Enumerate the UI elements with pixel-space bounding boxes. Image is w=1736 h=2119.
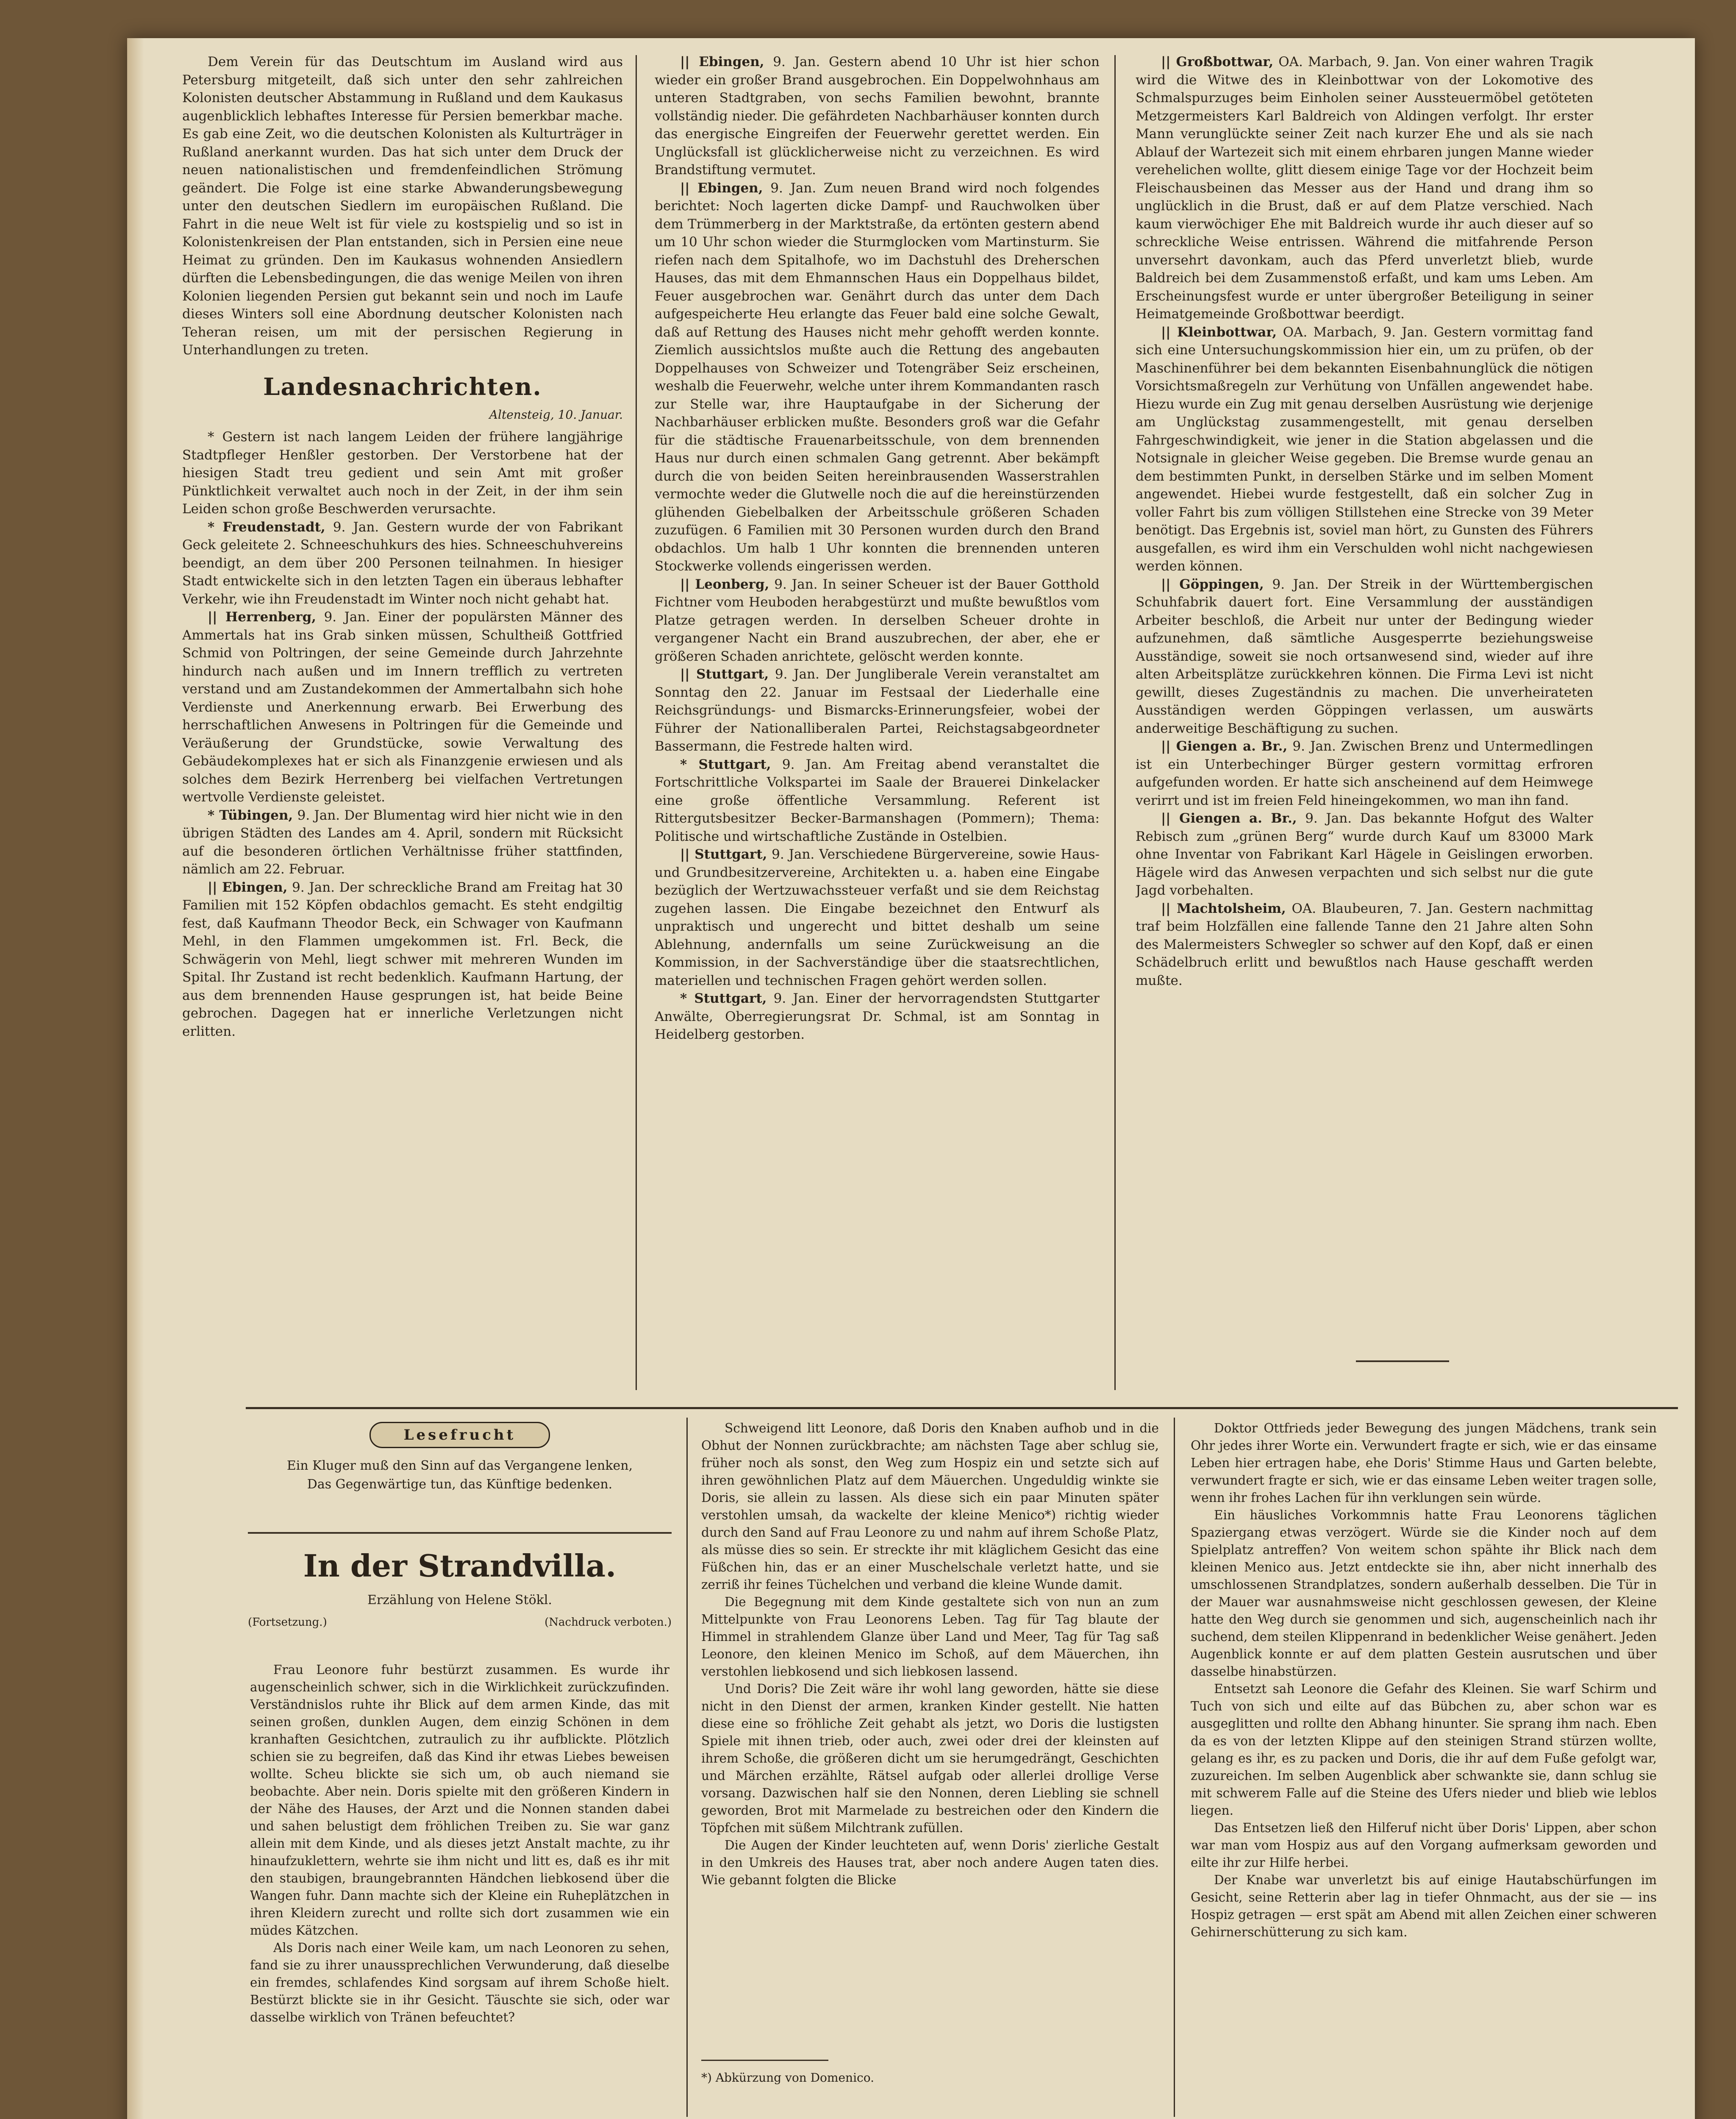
news-item: || Kleinbottwar, OA. Marbach, 9. Jan. Gestern vormittag fand sich eine Untersuchungskommission hier ein, um zu prüfen, ob der Maschinenführer bei dem bekannten Eisenbahnunglück die nötigen Vorsichtsmaßregeln zur Verhütung von Unfällen angewendet habe. Hiezu wurde ein Zug mit genau derselben Ausrüstung wie derjenige am Unglückstag zusammengestellt, mit genau derselben Fahrgeschwindigkeit, wie jener in die Station abgelassen und die Notsignale in gleicher Weise gegeben. Die Bremse wurde genau an dem bestimmten Punkt, in derselben Stärke und im selben Moment angewendet. Hiebei wurde festgestellt, daß ein solcher Zug in voller Fahrt bis zum völligen Stillstehen eine Strecke von 39 Meter benötigt. Das Ergebnis ist, soviel man hört, zu Gunsten des Führers ausgefallen, es wird ihm ein Verschulden wohl nicht nachgewiesen werden können. <box>1136 324 1593 574</box>
story-column-3 <box>1191 1420 1657 2119</box>
story-header <box>248 1547 672 1629</box>
story-paragraph: Schweigend litt Leonore, daß Doris den Knaben aufhob und in die Obhut der Nonnen zurückbrachte; am nächsten Tage aber schlug sie, früher noch als sonst, den Weg zum Hospiz ein und setzte sich auf ihren gewöhnlichen Platz auf dem Mäuerchen. Ungeduldig winkte sie Doris, sie allein zu lassen. Als diese sich ein paar Minuten später verstohlen umsah, da wackelte der kleine Menico*) richtig wieder durch den Sand auf Frau Leonore zu und nahm auf ihrem Schoße Platz, als müsse dies so sein. Er streckte ihr mit kläglichem Gesicht das eine Füßchen hin, das er an einer Muschelschale verletzt hatte, und sie zerriß ihr feines Tüchelchen und verband die kleine Wunde damit. <box>701 1421 1159 1592</box>
feuilleton-divider <box>246 1407 1678 1409</box>
story-column-1 <box>250 1661 669 2119</box>
item-dateline: || Ebingen, <box>680 54 764 70</box>
story-paragraph: Die Augen der Kinder leuchteten auf, wenn Doris' zierliche Gestalt in den Umkreis des Hauses trat, aber noch andere Augen taten dies. Wie gebannt folgten die Blicke <box>701 1838 1159 1887</box>
item-dateline: || Stuttgart, <box>680 847 767 862</box>
news-item: * Stuttgart, 9. Jan. Am Freitag abend veranstaltet die Fortschrittliche Volkspartei im Saale der Brauerei Dinkelacker eine große öffentliche Versammlung. Referent ist Rittergutsbesitzer Becker-Barmanshagen (Pommern); Thema: Politische und wirtschaftliche Zustände in Ostelbien. <box>655 756 1100 844</box>
story-paragraph: Das Entsetzen ließ den Hilferuf nicht über Doris' Lippen, aber schon war man vom Hospiz aus auf den Vorgang aufmerksam geworden und eilte ihr zur Hilfe herbei. <box>1191 1821 1657 1870</box>
story-paragraph: Und Doris? Die Zeit wäre ihr wohl lang geworden, hätte sie diese nicht in den Dienst der armen, kranken Kinder gestellt. Nie hatten diese eine so fröhliche Zeit gehabt als jetzt, wo Doris die lustigsten Spiele mit ihnen trieb, oder auch, zwei oder drei der kleinsten auf ihrem Schoße, die größeren dicht um sie herumgedrängt, Geschichten und Märchen erzählte, Rätsel aufgab oder allerlei drollige Verse vorsang. Dazwischen half sie den Nonnen, deren Liebling sie schnell geworden, Brot mit Marmelade zu bestreichen oder den Kindern die Töpfchen mit süßem Milchtrank zufüllen. <box>701 1682 1159 1835</box>
section-title: Landesnachrichten. <box>263 373 542 401</box>
story-paragraph: Als Doris nach einer Weile kam, um nach Leonoren zu sehen, fand sie zu ihrer unaussprechlichen Verwunderung, daß dieselbe ein fremdes, schlafendes Kind sorgsam auf ihrem Schoße hielt. Bestürzt blickte sie in ihr Gesicht. Täuschte sie sich, oder war dasselbe wirklich von Tränen befeuchtet? <box>250 1941 669 2024</box>
story-paragraph: Ein häusliches Vorkommnis hatte Frau Leonorens täglichen Spaziergang etwas verzögert. Würde sie die Kinder noch auf dem Spielplatz antreffen? Von weitem schon spähte ihr Blick nach dem kleinen Menico aus. Jetzt entdeckte sie ihn, aber nicht innerhalb des umschlossenen Strandplatzes, sondern außerhalb desselben. Die Tür in der Mauer war ausnahmsweise nicht geschlossen gewesen, der Kleine hatte den Weg durch sie genommen und sich, augenscheinlich nach ihr suchend, dem steilen Klippenrand in bedenklicher Weise genähert. Jeden Augenblick konnte er auf dem platten Gestein ausrutschen und über dasselbe hinabstürzen. <box>1191 1508 1657 1679</box>
story-column-2 <box>701 1420 1159 2051</box>
column-divider <box>1114 55 1116 1390</box>
news-item: * Stuttgart, 9. Jan. Einer der hervorragendsten Stuttgarter Anwälte, Oberregierungsrat Dr. Schmal, ist am Sonntag in Heidelberg gestorben. <box>655 991 1100 1042</box>
item-dateline: * Tübingen, <box>208 807 293 823</box>
lesefrucht-banner: Lesefrucht <box>369 1422 550 1448</box>
item-dateline: || Giengen a. Br., <box>1161 811 1297 826</box>
story-paragraph: Entsetzt sah Leonore die Gefahr des Kleinen. Sie warf Schirm und Tuch von sich und eilte auf das Bübchen zu, aber schon war es ausgeglitten und rollte den Abhang hinunter. Sie sprang ihm nach. Eben da es von der letzten Klippe auf den steinigen Strand stürzen wollte, gelang es ihr, es zu packen und Doris, die ihr auf dem Fuße gefolgt war, zuzureichen. Im selben Augenblick aber schwankte sie, dann schlug sie mit schwerem Falle auf die Steine des Ufers nieder und blieb wie leblos liegen. <box>1191 1682 1657 1818</box>
footnote-text: *) Abkürzung von Domenico. <box>701 2071 874 2085</box>
story-paragraph: Die Begegnung mit dem Kinde gestaltete sich von nun an zum Mittelpunkte von Frau Leonorens Leben. Tag für Tag blaute der Himmel in strahlendem Glanze über Land und Meer, Tag für Tag saß Leonore, den kleinen Menico im Schoß, auf dem Mäuerchen, ihn verstohlen liebkosend und sich liebkosen lassend. <box>701 1595 1159 1679</box>
news-item: || Stuttgart, 9. Jan. Verschiedene Bürgervereine, sowie Haus- und Grundbesitzervereine, Architekten u. a. haben eine Eingabe bezüglich der Wertzuwachssteuer verfaßt und sie dem Reichstag zugehen lassen. Die Eingabe bezeichnet den Entwurf als unpraktisch und ungerecht und bittet deshalb um seine Ablehnung, andernfalls um seine Zurückweisung an die Kommission, in der Sachverständige über die staatsrechtlichen, materiellen und technischen Fragen gehört werden sollen. <box>655 847 1100 988</box>
verse-line: Das Gegenwärtige tun, das Künftige bedenken. <box>307 1477 613 1492</box>
lesefrucht-verse <box>248 1457 672 1494</box>
verse-line: Ein Kluger muß den Sinn auf das Vergangene lenken, <box>286 1458 633 1473</box>
story-byline: Erzählung von Helene Stökl. <box>367 1593 552 1607</box>
item-dateline: || Machtolsheim, <box>1161 901 1286 916</box>
news-item: || Leonberg, 9. Jan. In seiner Scheuer ist der Bauer Gotthold Fichtner vom Heuboden herabgestürzt und mußte bewußtlos vom Platze getragen werden. In derselben Scheuer drohte in vergangener Nacht ein Brand auszubrechen, der aber, ehe er größeren Schaden anrichtete, gelöscht werden konnte. <box>655 576 1100 664</box>
item-dateline: || Großbottwar, <box>1161 54 1274 70</box>
story-paragraph: Doktor Ottfrieds jeder Bewegung des jungen Mädchens, trank sein Ohr jedes ihrer Worte ein. Verwundert fragte er sich, wie er das einsame Leben hier ertragen habe, ehe Doris' Stimme Haus und Garten belebte, verwundert fragte er sich, wie er das einsame Leben weiter tragen solle, wenn ihr frohes Lachen für ihn verklungen sein würde. <box>1191 1421 1657 1505</box>
news-column-1 <box>182 53 623 1388</box>
news-column-3 <box>1136 53 1593 1388</box>
news-item: || Großbottwar, OA. Marbach, 9. Jan. Von einer wahren Tragik wird die Witwe des in Kleinbottwar von der Lokomotive des Schmalspurzuges beim Einholen seiner Aussteuermöbel getöteten Metzgermeisters Karl Baldreich von Aldingen verfolgt. Ihr erster Mann verunglückte seiner Zeit nach kurzer Ehe und als sie nach Ablauf der Wartezeit sich mit einem ehrbaren jungen Manne wieder verehelichen wollte, glitt diesem einige Tage vor der Hochzeit beim Fleischausbeinen das Messer aus der Hand und drang ihm so unglücklich in die Brust, daß er auf dem Platze verschied. Nach kaum vierwöchiger Ehe mit Baldreich wurde ihr auch dieser auf so schreckliche Weise entrissen. Während die mitfahrende Person unversehrt davonkam, auch das Pferd unverletzt blieb, wurde Baldreich bei dem Zusammenstoß erfaßt, und kam ums Leben. Am Erscheinungsfest wurde er unter übergroßer Beteiligung in seiner Heimatgemeinde Großbottwar beerdigt. <box>1136 54 1593 322</box>
footnote <box>701 2060 1159 2086</box>
footnote-rule <box>701 2060 828 2061</box>
news-item: || Ebingen, 9. Jan. Zum neuen Brand wird noch folgendes berichtet: Noch lagerten dicke Dampf- und Rauchwolken über dem Trümmerberg in der Marktstraße, da ertönten gestern abend um 10 Uhr schon wieder die Sturmglocken vom Martinsturm. Sie riefen nach dem Spitalhofe, wo im Dachstuhl des Dreherschen Hauses, das mit dem Ehmannschen Haus ein Doppelhaus bildet, Feuer ausgebrochen war. Genährt durch das unter dem Dach aufgespeicherte Heu erlangte das Feuer bald eine solche Gewalt, daß auf Rettung des Hauses nicht mehr gehofft werden konnte. Ziemlich aussichtslos mußte auch die Rettung des angebauten Doppelhauses von Schweizer und Totengräber Seiz erscheinen, weshalb die Feuerwehr, welche unter ihrem Kommandanten rasch zur Stelle war, ihre Hauptaufgabe in der Sicherung der Nachbarhäuser erblicken mußte. Besonders groß war die Gefahr für die städtische Frauenarbeitsschule, von dem brennenden Haus nur durch einen schmalen Gang getrennt. Aber bekämpft durch die von beiden Seiten hereinbrausenden Wasserstrahlen vermochte weder die Glutwelle noch die auf die hereinstürzenden glühenden Giebelbalken der Arbeitsschule größeren Schaden zuzufügen. 6 Familien mit 30 Personen wurden durch den Brand obdachlos. Um halb 1 Uhr konnten die brennenden unteren Stockwerke vollends eingerissen werden. <box>655 180 1100 574</box>
news-item: || Göppingen, 9. Jan. Der Streik in der Württembergischen Schuhfabrik dauert fort. Eine Versammlung der ausständigen Arbeiter beschloß, die Arbeit nur unter der Bedingung wieder aufzunehmen, daß sämtliche Ausgesperrte beziehungsweise Ausständige, soweit sie noch ortsanwesend sind, wieder auf ihre alten Arbeitsplätze zurückkehren können. Die Firma Levi ist nicht gewillt, dieses Zugeständnis zu machen. Die unverheirateten Ausständigen werden Göppingen verlassen, um auswärts anderweitige Beschäftigung zu suchen. <box>1136 576 1593 736</box>
newspaper-page <box>127 38 1695 2119</box>
item-dateline: || Ebingen, <box>680 180 763 196</box>
item-dateline: * Stuttgart, <box>680 756 771 772</box>
story-title: In der Strandvilla. <box>303 1548 617 1584</box>
item-dateline: || Kleinbottwar, <box>1161 324 1277 340</box>
news-item: || Giengen a. Br., 9. Jan. Das bekannte Hofgut des Walter Rebisch zum „grünen Berg“ wurde durch Kauf um 83000 Mark ohne Inventar von Fabrikant Karl Hägele in Geislingen erworben. Hägele wird das Anwesen verpachten und sich selbst nur die gute Jagd vorbehalten. <box>1136 811 1593 898</box>
news-item: || Giengen a. Br., 9. Jan. Zwischen Brenz und Untermedlingen ist ein Unterbechinger Bürger gestern vormittag erfroren aufgefunden worden. Er hatte sich anscheinend auf dem Heimwege verirrt und ist im freien Feld hineingekommen, wo man ihn fand. <box>1136 739 1593 808</box>
end-rule <box>1356 1360 1449 1362</box>
column-divider <box>636 55 637 1390</box>
column-divider <box>686 1418 688 2117</box>
page-binding <box>127 38 144 2119</box>
news-column-2 <box>655 53 1100 1388</box>
news-item: || Ebingen, 9. Jan. Gestern abend 10 Uhr ist hier schon wieder ein großer Brand ausgebrochen. Ein Doppelwohnhaus am unteren Stadtgraben, von sechs Familien bewohnt, brannte vollständig nieder. Die gefährdeten Nachbarhäuser konnten durch das energische Eingreifen der Feuerwehr gerettet werden. Ein Unglücksfall ist glücklicherweise nicht zu verzeichnen. Es wird Brandstiftung vermutet. <box>655 54 1100 178</box>
item-dateline: * Freudenstadt, <box>208 519 325 535</box>
section-rule <box>248 1532 672 1534</box>
news-item: || Machtolsheim, OA. Blaubeuren, 7. Jan. Gestern nachmittag traf beim Holzfällen eine fallende Tanne den 21 Jahre alten Sohn des Malermeisters Schwegler so schwer auf den Kopf, daß er einen Schädelbruch erlitt und bewußtlos nach Hause geschafft werden mußte. <box>1136 901 1593 988</box>
item-dateline: || Herrenberg, <box>208 609 317 625</box>
story-paragraph: Der Knabe war unverletzt bis auf einige Hautabschürfungen im Gesicht, seine Retterin aber lag in tiefer Ohnmacht, aus der sie — ins Hospiz getragen — erst spät am Abend mit allen Zeichen einer schweren Gehirnerschütterung zu sich kam. <box>1191 1873 1657 1939</box>
item-dateline: || Göppingen, <box>1161 576 1264 592</box>
item-dateline: || Leonberg, <box>680 576 769 592</box>
news-item: || Herrenberg, 9. Jan. Einer der populärsten Männer des Ammertals hat ins Grab sinken müssen, Schultheiß Gottfried Schmid von Poltringen, der seine Gemeinde durch Jahrzehnte hindurch nach außen und im Innern trefflich zu vertreten verstand und am Zustandekommen der Ammertalbahn sich hohe Verdienste und Anerkennung erwarb. Bei Erwerbung des herrschaftlichen Anwesens in Poltringen für die Gemeinde und Veräußerung der Grundstücke, sowie Verwaltung des Gebäudekomplexes hat er sich als Finanzgenie erwiesen und als solches dem Bezirk Herrenberg bei vielfachen Vertretungen wertvolle Verdienste geleistet. <box>182 609 623 805</box>
reprint-note: (Nachdruck verboten.) <box>544 1616 672 1629</box>
item-dateline: || Ebingen, <box>208 879 288 895</box>
item-dateline: * Stuttgart, <box>680 991 767 1006</box>
news-item: * Gestern ist nach langem Leiden der frühere langjährige Stadtpfleger Henßler gestorben. Der Verstorbene hat der hiesigen Stadt treu gedient und sein Amt mit großer Pünktlichkeit verwaltet auch noch in der Zeit, in der ihm sein Leiden schon große Beschwerden verursachte. <box>182 429 623 517</box>
continuation-note: (Fortsetzung.) <box>248 1616 327 1629</box>
news-item: * Freudenstadt, 9. Jan. Gestern wurde der von Fabrikant Geck geleitete 2. Schneeschuhkurs des hies. Schneeschuhvereins beendigt, an dem über 200 Personen teilnahmen. In hiesiger Stadt entwickelte sich in den letzten Tagen ein überaus lebhafter Verkehr, wie ihn Freudenstadt im Winter noch nicht gehabt hat. <box>182 519 623 607</box>
news-item: || Stuttgart, 9. Jan. Der Jungliberale Verein veranstaltet am Sonntag den 22. Januar im Festsaal der Liederhalle eine Reichsgründungs- und Bismarcks-Erinnerungsfeier, wobei der Führer der Nationalliberalen Partei, Reichstagsabgeordneter Bassermann, die Festrede halten wird. <box>655 667 1100 754</box>
news-item: || Ebingen, 9. Jan. Der schreckliche Brand am Freitag hat 30 Familien mit 152 Köpfen obdachlos gemacht. Es steht endgiltig fest, daß Kaufmann Theodor Beck, ein Schwager von Kaufmann Mehl, in den Flammen umgekommen ist. Frl. Beck, die Schwägerin von Mehl, liegt schwer mit mehreren Wunden im Spital. Ihr Zustand ist recht bedenklich. Kaufmann Hartung, der aus dem brennenden Hause gesprungen ist, hat beide Beine gebrochen. Dagegen hat er innerliche Verletzungen nicht erlitten. <box>182 879 623 1039</box>
section-dateline: Altensteig, 10. Januar. <box>489 407 623 422</box>
intro-paragraph: Dem Verein für das Deutschtum im Ausland wird aus Petersburg mitgeteilt, daß sich unter den sehr zahlreichen Kolonisten deutscher Abstammung in Rußland und dem Kaukasus augenblicklich lebhaftes Interesse für Persien bemerkbar mache. Es gab eine Zeit, wo die deutschen Kolonisten als Kulturträger in Rußland anerkannt wurden. Das hat sich unter dem Druck der neuen nationalistischen und fremdenfeindlichen Strömung geändert. Die Folge ist eine starke Abwanderungsbewegung unter den deutschen Siedlern im europäischen Rußland. Die Fahrt in die neue Welt ist für viele zu kostspielig und so ist in Kolonistenkreisen der Plan entstanden, sich in Persien eine neue Heimat zu gründen. Den im Kaukasus wohnenden Ansiedlern dürften die Lebensbedingungen, die das wenige Meilen von ihren Kolonien liegenden Persien gut bekannt sein und noch im Laufe dieses Winters soll eine Abordnung deutscher Kolonisten nach Teheran reisen, um mit der persischen Regierung in Unterhandlungen zu treten. <box>182 54 623 358</box>
story-paragraph: Frau Leonore fuhr bestürzt zusammen. Es wurde ihr augenscheinlich schwer, sich in die Wirklichkeit zurückzufinden. Verständnislos ruhte ihr Blick auf dem armen Kinde, das mit seinen großen, dunklen Augen, dem einzig Schönen in dem kranhaften Gesichtchen, zutraulich zu ihr aufblickte. Plötzlich schien sie zu begreifen, daß das Kind ihr etwas Liebes beweisen wollte. Scheu blickte sie sich um, ob auch niemand sie beobachte. Aber nein. Doris spielte mit den größeren Kindern in der Nähe des Hauses, der Arzt und die Nonnen standen dabei und sahen belustigt dem fröhlichen Treiben zu. Sie war ganz allein mit dem Kinde, und als dieses jetzt Anstalt machte, zu ihr hinaufzuklettern, wehrte sie ihm nicht und litt es, daß es ihr mit den staubigen, braungebrannten Händchen liebkosend über die Wangen fuhr. Dann machte sich der Kleine ein Ruheplätzchen in ihren Kleidern zurecht und rollte sich dort zusammen wie ein müdes Kätzchen. <box>250 1663 669 1938</box>
item-dateline: || Giengen a. Br., <box>1161 739 1288 754</box>
lesefrucht-box <box>248 1418 672 1528</box>
column-divider <box>1174 1418 1175 2117</box>
news-item: * Tübingen, 9. Jan. Der Blumentag wird hier nicht wie in den übrigen Städten des Landes am 4. April, sondern mit Rücksicht auf die besonderen örtlichen Verhältnisse früher stattfinden, nämlich am 22. Februar. <box>182 807 623 877</box>
item-dateline: || Stuttgart, <box>680 667 769 682</box>
